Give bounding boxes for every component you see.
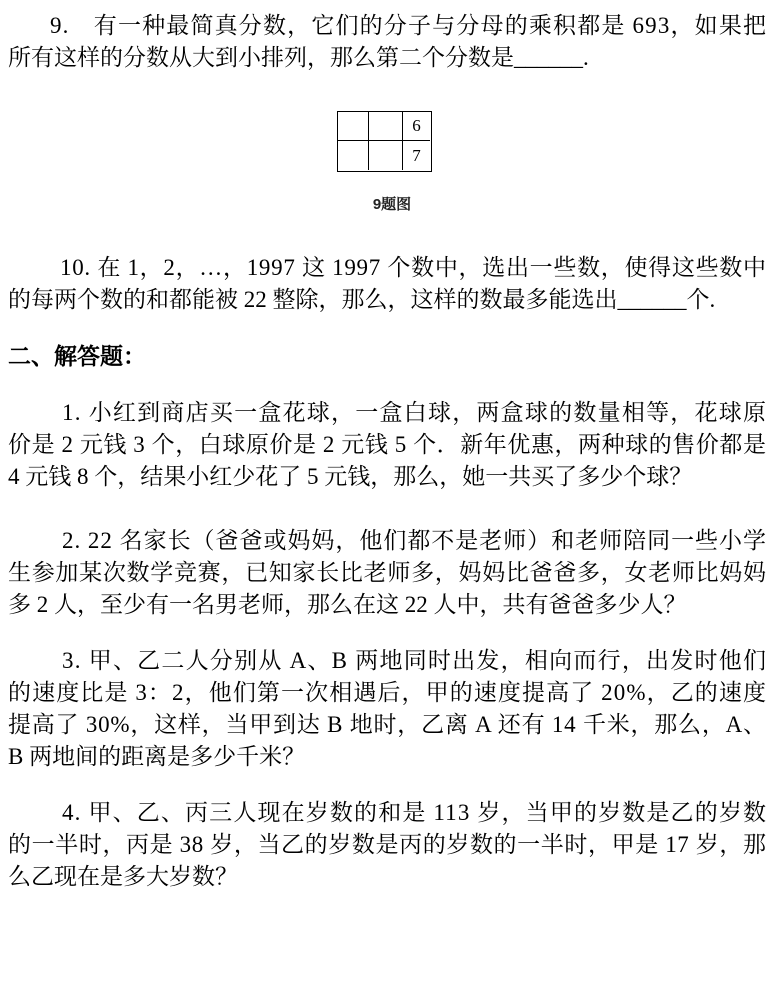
question-9-figure-grid [337, 111, 432, 172]
problem-4-line: 4. 甲、乙、丙三人现在岁数的和是 113 岁，当甲的岁数是乙的岁数 [62, 800, 768, 825]
problem-3-line: 提高了 30%，这样，当甲到达 B 地时，乙离 A 还有 14 千米，那么，A、 [8, 712, 767, 737]
problem-4-line: 么乙现在是多大岁数？ [8, 864, 238, 889]
problem-1-line: 1. 小红到商店买一盒花球，一盒白球，两盒球的数量相等，花球原 [62, 400, 768, 425]
question-10-line: 的每两个数的和都能被 22 整除，那么，这样的数最多能选出______个. [8, 287, 716, 312]
figure-caption: 9题图 [372, 196, 412, 213]
problem-3-line: 的速度比是 3：2，他们第一次相遇后，甲的速度提高了 20%，乙的速度 [8, 680, 768, 705]
problem-2-line: 2. 22 名家长（爸爸或妈妈，他们都不是老师）和老师陪同一些小学 [62, 528, 767, 553]
problem-4-line: 的一半时，丙是 38 岁，当乙的岁数是丙的岁数的一半时，甲是 17 岁，那 [8, 832, 767, 857]
grid-cell [338, 112, 369, 141]
question-9-line: 所有这样的分数从大到小排列，那么第二个分数是______. [8, 45, 589, 70]
grid-cell [369, 112, 403, 141]
problem-2-line: 多 2 人，至少有一名男老师，那么在这 22 人中，共有爸爸多少人？ [8, 592, 687, 617]
problem-1-line: 价是 2 元钱 3 个，白球原价是 2 元钱 5 个．新年优惠，两种球的售价都是 [8, 432, 767, 457]
question-10-line: 10. 在 1，2，…，1997 这 1997 个数中，选出一些数，使得这些数中 [60, 255, 767, 280]
question-10 [8, 252, 766, 316]
problem-3-line: B 两地间的距离是多少千米？ [8, 744, 306, 769]
problem-1 [8, 397, 766, 493]
problem-2 [8, 525, 766, 621]
problem-3-line: 3. 甲、乙二人分别从 A、B 两地同时出发，相向而行，出发时他们 [62, 648, 768, 673]
question-9 [8, 10, 766, 74]
section-heading: 二、解答题： [8, 344, 146, 369]
problem-1-line: 4 元钱 8 个，结果小红少花了 5 元钱，那么，她一共买了多少个球？ [8, 464, 693, 489]
question-9-line: 9. 有一种最简真分数，它们的分子与分母的乘积都是 693，如果把 [50, 13, 768, 38]
grid-cell [338, 141, 369, 170]
problem-3 [8, 645, 766, 773]
grid-cell: 6 [403, 112, 430, 141]
problem-2-line: 生参加某次数学竞赛，已知家长比老师多，妈妈比爸爸多，女老师比妈妈 [8, 560, 767, 585]
grid-cell [369, 141, 403, 170]
grid-cell: 7 [412, 145, 421, 165]
problem-4 [8, 797, 766, 893]
